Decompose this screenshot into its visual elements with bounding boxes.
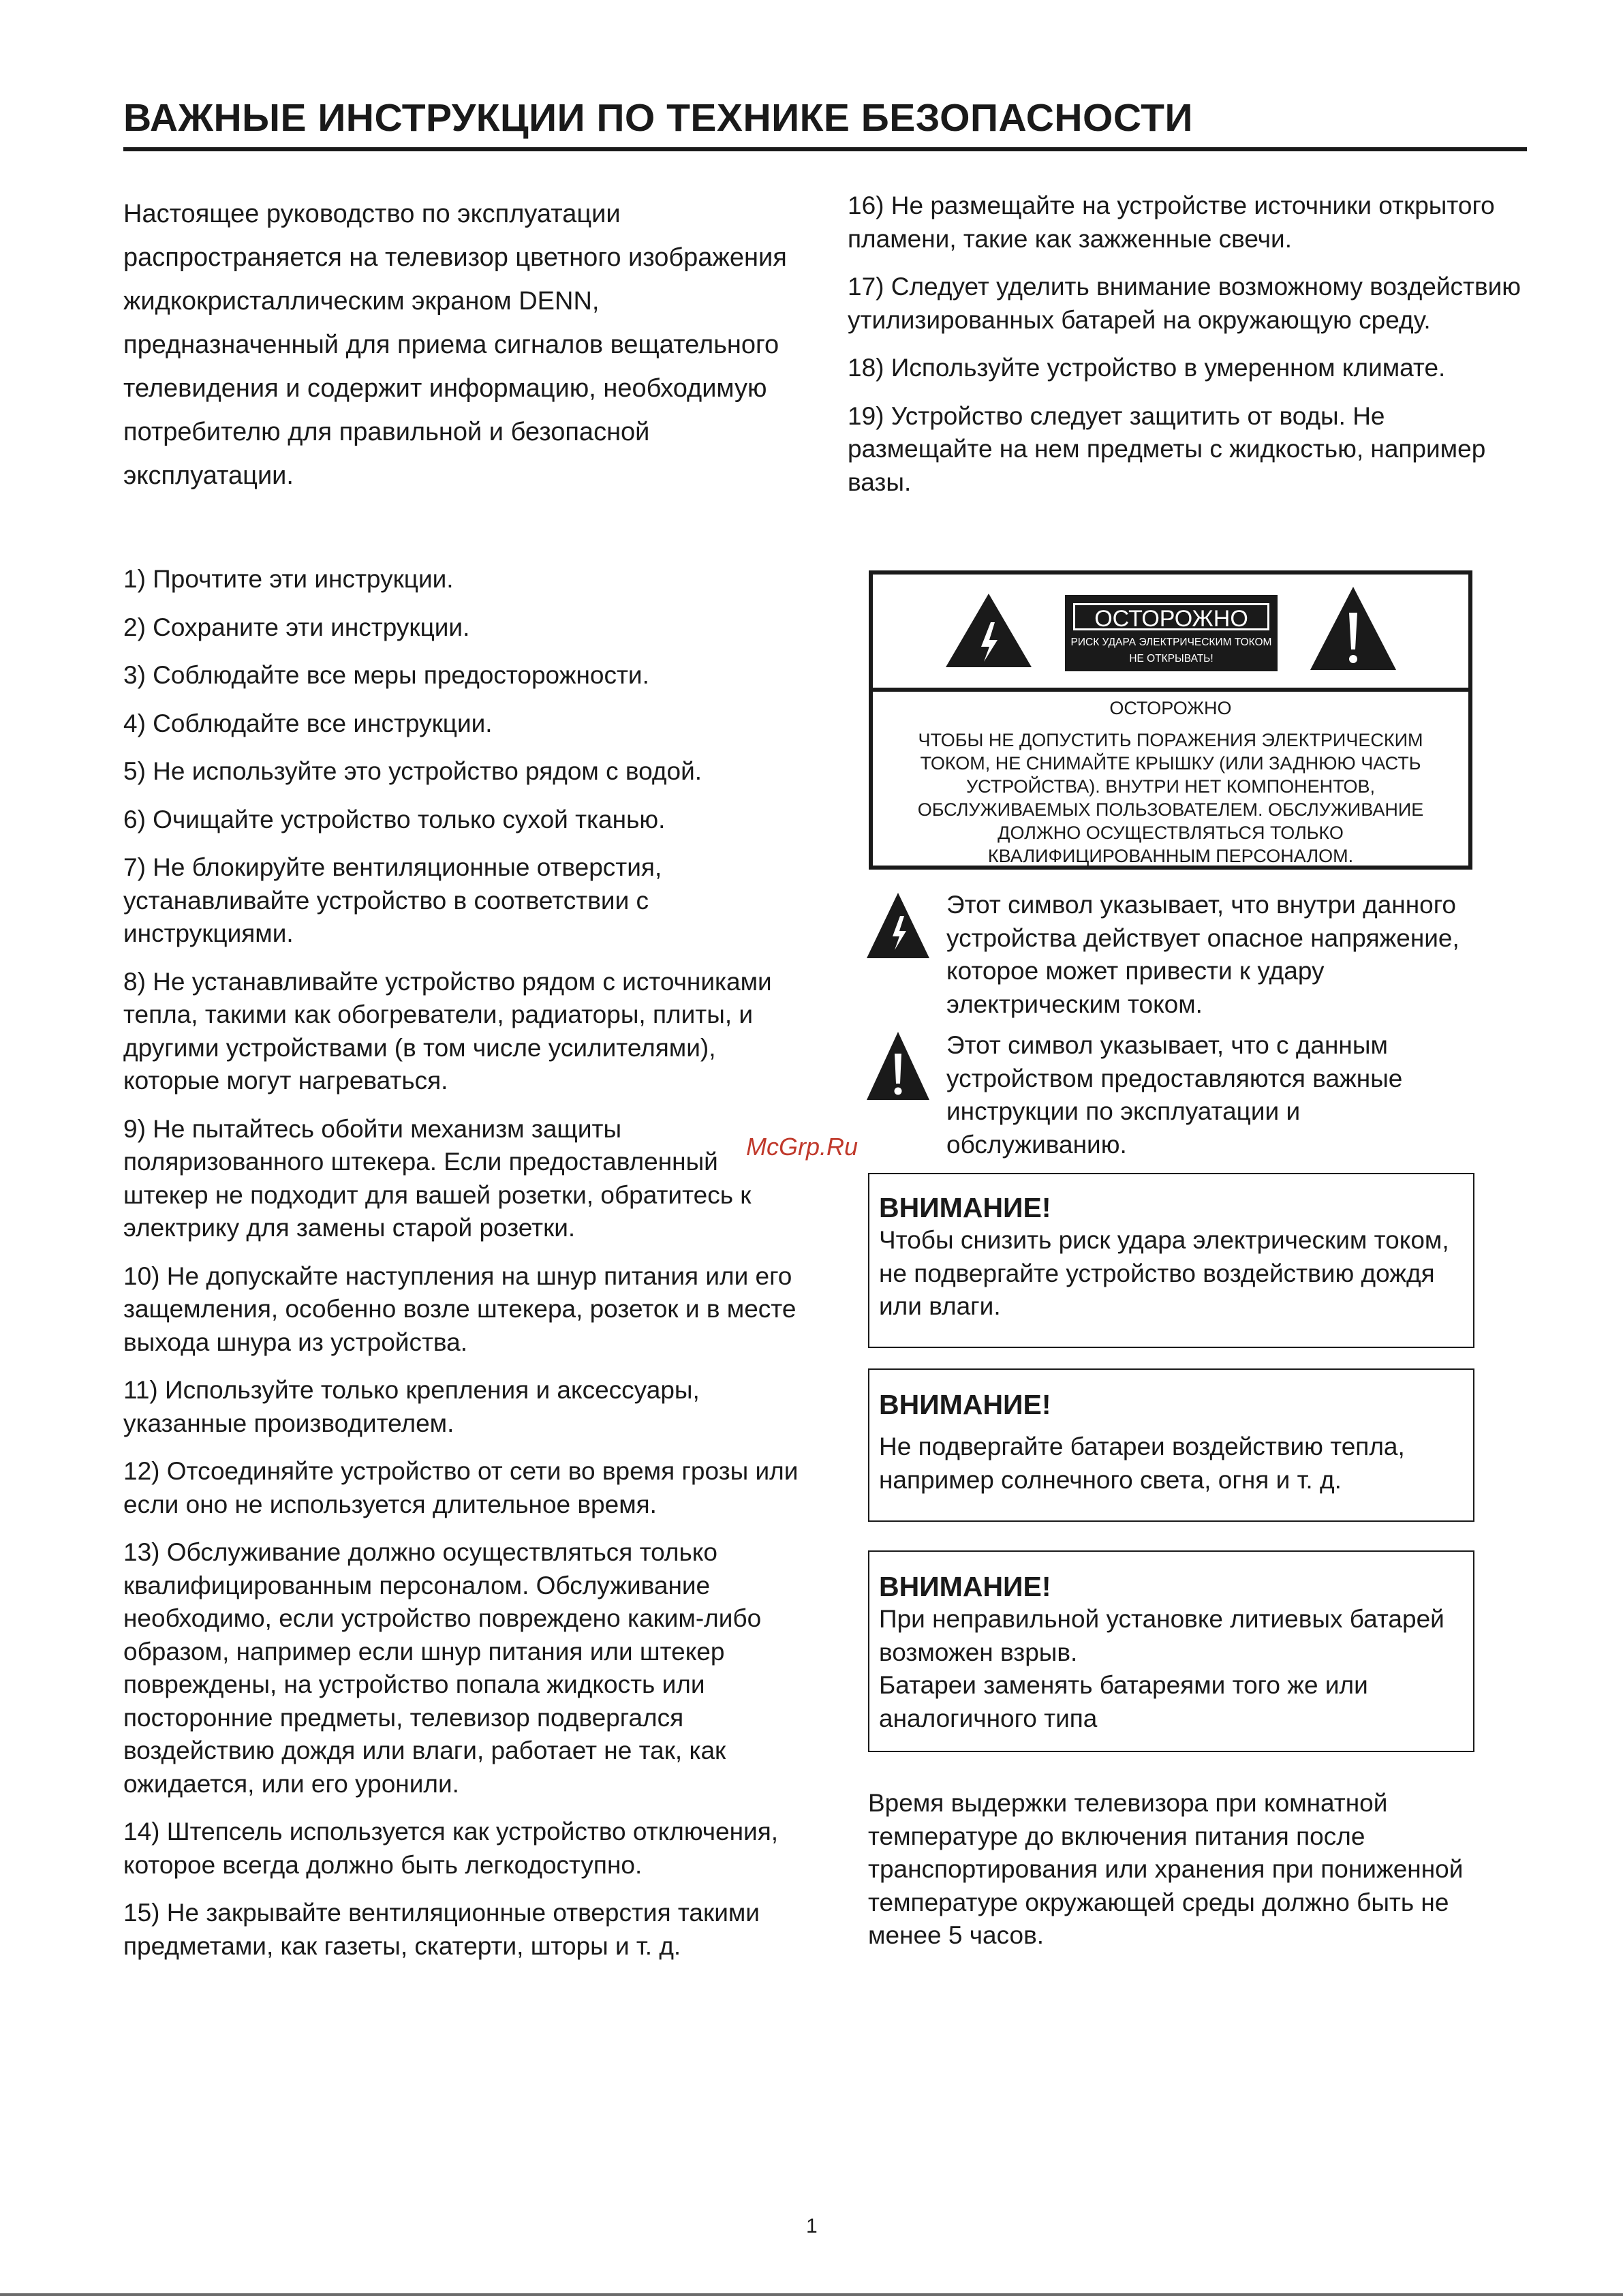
caution-badge-line2: НЕ ОТКРЫВАТЬ!	[1129, 653, 1214, 664]
instruction-item: 7) Не блокируйте вентиляционные отверстия, устанавливайте устройство в соответствии с инструкциями.	[123, 853, 662, 947]
instruction-item: 16) Не размещайте на устройстве источники открытого пламени, такие как зажженные свечи.	[848, 192, 1495, 253]
lightning-warning-icon	[865, 891, 931, 960]
instruction-item: 12) Отсоединяйте устройство от сети во время грозы или если оно не используется длительное время.	[123, 1457, 799, 1518]
exclamation-warning-icon	[1309, 585, 1397, 671]
instruction-item: 18) Используйте устройство в умеренном климате.	[848, 354, 1446, 382]
warning-title: ВНИМАНИЕ!	[879, 1192, 1051, 1223]
warning-title: ВНИМАНИЕ!	[879, 1571, 1051, 1602]
instruction-item: 1) Прочтите эти инструкции.	[123, 565, 454, 593]
instruction-item: 19) Устройство следует защитить от воды. Не размещайте на нем предметы с жидкостью, например вазы.	[848, 401, 1486, 496]
caution-body: ЧТОБЫ НЕ ДОПУСТИТЬ ПОРАЖЕНИЯ ЭЛЕКТРИЧЕСКИМ ТОКОМ, НЕ СНИМАЙТЕ КРЫШКУ (ИЛИ ЗАДНЮЮ ЧАСТЬ УСТРОЙСТВА). ВНУТРИ НЕТ КОМПОНЕНТОВ, ОБСЛУЖИВАЕМЫХ ПОЛЬЗОВАТЕЛЕМ. ОБСЛУЖИВАНИЕ ДОЛЖНО ОСУЩЕСТВЛЯТЬСЯ ТОЛЬКО КВАЛИФИЦИРОВАННЫМ ПЕРСОНАЛОМ.	[917, 730, 1424, 866]
page-number: 1	[806, 2215, 818, 2237]
instruction-item: 3) Соблюдайте все меры предосторожности.	[123, 661, 649, 689]
instruction-item: 8) Не устанавливайте устройство рядом с источниками тепла, такими как обогреватели, радиаторы, плиты, и другими устройствами (в том числе усилителями), которые могут нагреваться.	[123, 967, 772, 1095]
bottom-border	[0, 2293, 1623, 2296]
warning-text: Не подвергайте батареи воздействию тепла, например солнечного света, огня и т. д.	[879, 1433, 1405, 1494]
instruction-item: 11) Используйте только крепления и аксессуары, указанные производителем.	[123, 1376, 700, 1437]
symbol-description: Этот символ указывает, что с данным устройством предоставляются важные инструкции по эксплуатации и обслуживанию.	[946, 1031, 1403, 1159]
caution-badge-subtitle	[1065, 634, 1278, 667]
lightning-warning-icon	[944, 592, 1033, 669]
left-column	[123, 192, 805, 1978]
instruction-item: 5) Не используйте это устройство рядом с водой.	[123, 757, 702, 785]
warning-box	[868, 1368, 1474, 1522]
caution-heading: ОСТОРОЖНО	[1109, 698, 1232, 718]
caution-label	[869, 570, 1472, 870]
caution-badge-title: ОСТОРОЖНО	[1073, 603, 1269, 630]
warning-text: Чтобы снизить риск удара электрическим током, не подвергайте устройство воздействию дождя или влаги.	[879, 1226, 1449, 1320]
caution-badge	[1065, 595, 1278, 671]
warning-text: Батареи заменять батареями того же или аналогичного типа	[879, 1671, 1368, 1732]
instruction-item: 17) Следует уделить внимание возможному воздействию утилизированных батарей на окружающую среду.	[848, 273, 1521, 334]
instruction-item: 14) Штепсель используется как устройство отключения, которое всегда должно быть легкодоступно.	[123, 1818, 779, 1879]
symbol-description: Этот символ указывает, что внутри данного устройства действует опасное напряжение, которое может привести к удару электрическим током.	[946, 891, 1459, 1018]
exclamation-warning-icon	[865, 1030, 931, 1101]
warning-box	[868, 1550, 1474, 1752]
instruction-item: 10) Не допускайте наступления на шнур питания или его защемления, особенно возле штекера, розеток и в месте выхода шнура из устройства.	[123, 1261, 797, 1356]
right-column	[848, 189, 1529, 514]
intro-paragraph: Настоящее руководство по эксплуатации распространяется на телевизор цветного изображения жидкокристаллическим экраном DENN, предназначенный для приема сигналов вещательного телевидения и содержит информацию, необходимую потребителю для правильной и безопасной эксплуатации.	[123, 200, 787, 490]
storage-note: Время выдержки телевизора при комнатной температуре до включения питания после транспортирования или хранения при пониженной температуре окружающей среды должно быть не менее 5 часов.	[868, 1789, 1464, 1949]
instruction-item: 6) Очищайте устройство только сухой тканью.	[123, 805, 666, 833]
warning-title: ВНИМАНИЕ!	[879, 1389, 1051, 1420]
instruction-item: 4) Соблюдайте все инструкции.	[123, 709, 493, 737]
instruction-item: 2) Сохраните эти инструкции.	[123, 613, 470, 641]
warning-box	[868, 1173, 1474, 1348]
instruction-item: 15) Не закрывайте вентиляционные отверстия такими предметами, как газеты, скатерти, шторы и т. д.	[123, 1899, 760, 1960]
symbol-explanation	[865, 1029, 1472, 1159]
caution-label-header	[873, 575, 1468, 692]
warning-text: При неправильной установке литиевых батарей возможен взрыв.	[879, 1605, 1444, 1666]
watermark: McGrp.Ru	[746, 1133, 859, 1161]
instruction-item: 9) Не пытайтесь обойти механизм защиты поляризованного штекера. Если предоставленный штекер не подходит для вашей розетки, обратитесь к электрику для замены старой розетки.	[123, 1114, 752, 1242]
symbol-explanation	[865, 889, 1472, 1018]
page-title: ВАЖНЫЕ ИНСТРУКЦИИ ПО ТЕХНИКЕ БЕЗОПАСНОСТИ	[123, 95, 1527, 151]
instruction-item: 13) Обслуживание должно осуществляться только квалифицированным персоналом. Обслуживание необходимо, если устройство повреждено каким-либо образом, например если шнур питания или штекер повреждены, на устройство попала жидкость или посторонние предметы, телевизор подвергался воздействию дождя или влаги, работает не так, как ожидается, или его уронили.	[123, 1538, 762, 1798]
caution-badge-line1: РИСК УДАРА ЭЛЕКТРИЧЕСКИМ ТОКОМ	[1070, 637, 1272, 648]
